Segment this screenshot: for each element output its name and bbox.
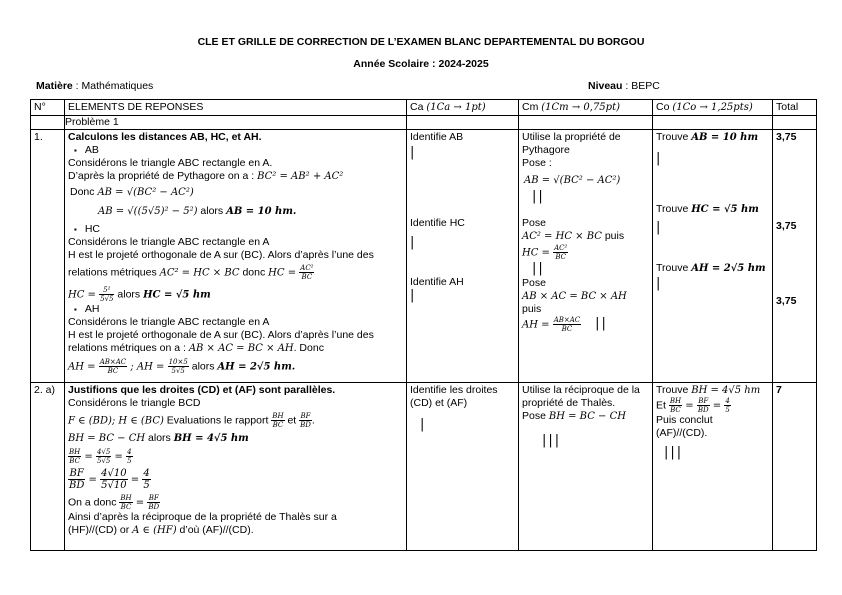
section-title: Problème 1 (65, 116, 407, 130)
tally-mark: | (656, 220, 663, 235)
tally-mark: || (595, 316, 608, 332)
tally-mark: | (656, 151, 663, 166)
subject-value: : Mathématiques (72, 80, 154, 92)
subject (36, 80, 153, 92)
answer-elements: Justifions que les droites (CD) et (AF) sont parallèles. Considérons le triangle BCD F ∈ (BD); H ∈ (BC) Evaluations le rapport $\frac{BH}{BC}$ et $\frac{BF}{BD}$ . BH = BC − CH alors BH = 4√5 hm $\frac{BH}{BC}$ = $\frac{4√5}{5√5}$ = $\frac{4}{5}$ $\frac{BF}{BD}$ = $\frac{4√10}{5√10}$ = $\frac{4}{5}$ On a donc $\frac{BH}{BC}$ = $\frac{BF}{BD}$ Ainsi d’après la réciproque de la propriété de Thalès sur a (HF)//(CD) or A ∈ (HF) d’où (AF)//(CD). (65, 383, 407, 551)
header-elements: ELEMENTS DE REPONSES (65, 100, 407, 116)
total-cell (773, 383, 817, 551)
tally-mark: | (410, 288, 417, 303)
total-value: 7 (776, 384, 782, 396)
tally-mark: || (532, 261, 545, 276)
cm-cell: Utilise la réciproque de la propriété de Thalès. Pose BH = BC − CH ||| (519, 383, 653, 551)
document-title: CLE ET GRILLE DE CORRECTION DE L’EXAMEN BLANC DEPARTEMENTAL DU BORGOU (197, 36, 645, 48)
tally-mark: ||| (542, 433, 562, 448)
section-row (31, 116, 817, 130)
row-number: 1. (31, 130, 65, 383)
tally-mark: ||| (664, 445, 684, 460)
level-value: : BEPC (622, 80, 660, 92)
co-cell: Trouve BH = 4√5 hm Et $\frac{BH}{BC}$ = $\frac{BF}{BD}$ = $\frac{4}{5}$ Puis conclut (AF)//(CD). ||| (653, 383, 773, 551)
header-co: Co (1Co → 1,25pts) (653, 100, 773, 116)
ca-cell: Identifie les droites (CD) et (AF) | (407, 383, 519, 551)
question-heading: Calculons les distances AB, HC, et AH. (68, 131, 262, 143)
table-row (31, 383, 817, 551)
total-value: 3,75 (776, 295, 797, 307)
tally-mark: | (656, 276, 663, 291)
subpart-label: ▪ HC (68, 223, 403, 236)
school-year: Année Scolaire : 2024-2025 (353, 58, 489, 70)
header-ca: Ca (1Ca → 1pt) (407, 100, 519, 116)
answer-elements: Calculons les distances AB, HC, et AH. ▪ AB Considérons le triangle ABC rectangle en A. D’après la propriété de Pythagore on a : BC² = AB² + AC² Donc AB = √(BC² − AC²) AB = √((5√5)² − 5²) alors AB = 10 hm. ▪ HC Considérons le triangle ABC rectangle en A H est le projeté orthogonale de A sur (BC). Alors d’après l’une des relations métriques AC² = HC × BC donc HC = $\frac{\text{AC²}}{BC}$ HC = $\frac{\text{5²}}{5√5}$ alors HC = √5 hm ▪ AH Considérons le triangle ABC rectangle en A H est le projeté orthogonale de A sur (BC). Alors d’après l’une des relations métriques on a : AB × AC = BC × AH. Donc AH = $\frac{AB\times AC}{BC}$ ; AH = $\frac{10\times 5}{5√5}$ alors AH = 2√5 hm. (65, 130, 407, 383)
table-row (31, 130, 817, 383)
tally-mark: || (532, 189, 545, 204)
total-value: 3,75 (776, 131, 797, 143)
subpart-label: ▪ AH (68, 303, 403, 316)
tally-mark: | (410, 145, 417, 160)
level (588, 80, 660, 92)
header-total: Total (773, 100, 817, 116)
subject-label: Matière (36, 80, 73, 92)
question-heading: Justifions que les droites (CD) et (AF) sont parallèles. (68, 384, 336, 396)
tally-mark: | (420, 417, 427, 432)
header-row (31, 100, 817, 116)
total-cell (773, 130, 817, 383)
total-value: 3,75 (776, 220, 797, 232)
co-cell: Trouve AB = 10 hm | Trouve HC = √5 hm | Trouve AH = 2√5 hm | (653, 130, 773, 383)
cm-cell: Utilise la propriété de Pythagore Pose : AB = √(BC² − AC²) || Pose AC² = HC × BC puis HC = $\frac{\text{AC²}}{BC}$ || Pose AB × AC = BC × AH puis AH = $\frac{AB\times AC}{BC}$ || (519, 130, 653, 383)
level-label: Niveau (588, 80, 623, 92)
correction-grid (30, 99, 817, 551)
header-cm: Cm (1Cm → 0,75pt) (519, 100, 653, 116)
tally-mark: | (410, 235, 417, 250)
subpart-label: ▪ AB (68, 144, 403, 157)
header-num: N° (31, 100, 65, 116)
ca-cell: Identifie AB | Identifie HC | Identifie AH | (407, 130, 519, 383)
row-number: 2. a) (31, 383, 65, 551)
